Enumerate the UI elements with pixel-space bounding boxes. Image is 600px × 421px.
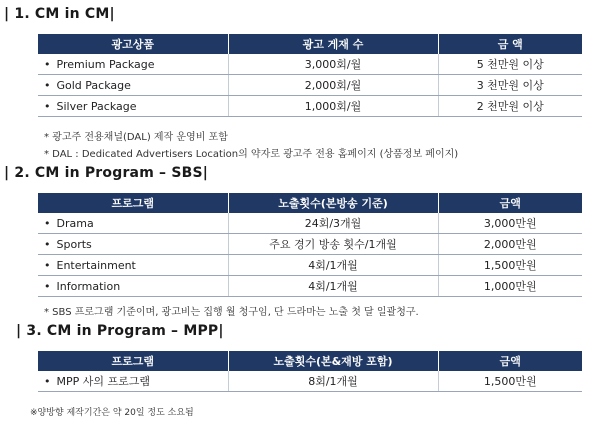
- price-cell: 1,500만원: [438, 371, 582, 392]
- bullet: •: [44, 258, 51, 272]
- count-cell: 4회/1개월: [228, 276, 438, 297]
- product-cell: [38, 54, 228, 75]
- table-header-row: [38, 351, 582, 371]
- program-name: Sports: [56, 237, 92, 251]
- program-cell: [38, 371, 228, 392]
- footnote: * SBS 프로그램 기준이며, 광고비는 집행 월 청구임, 단 드라마는 노출 첫 달 일괄청구.: [44, 307, 419, 318]
- table-row: [38, 96, 582, 117]
- program-cell: [38, 276, 228, 297]
- table-row: [38, 255, 582, 276]
- column-header: 금액: [438, 193, 582, 213]
- count-cell: 주요 경기 방송 횟수/1개월: [228, 234, 438, 255]
- count-cell: 1,000회/월: [228, 96, 438, 117]
- column-header: 금액: [438, 351, 582, 371]
- price-cell: 1,500만원: [438, 255, 582, 276]
- program-name: Drama: [56, 216, 94, 230]
- section-2-title: | 2. CM in Program – SBS|: [4, 165, 209, 181]
- program-name: MPP 사의 프로그램: [56, 375, 151, 388]
- footnote: * 광고주 전용채널(DAL) 제작 운영비 포함: [44, 132, 228, 143]
- bullet: •: [44, 78, 51, 92]
- column-header: 금 액: [438, 34, 582, 54]
- bullet: •: [44, 279, 51, 293]
- column-header: 프로그램: [38, 351, 228, 371]
- table-row: [38, 54, 582, 75]
- price-cell: 3,000만원: [438, 213, 582, 234]
- column-header: 광고상품: [38, 34, 228, 54]
- product-cell: [38, 75, 228, 96]
- footnote: ※양방향 제작기간은 약 20일 정도 소요됨: [30, 408, 194, 418]
- product-name: Silver Package: [56, 99, 137, 113]
- column-header: 광고 게재 수: [228, 34, 438, 54]
- table-row: [38, 234, 582, 255]
- cm-in-program-mpp-table: [38, 351, 582, 392]
- table-header-row: [38, 34, 582, 54]
- bullet: •: [44, 57, 51, 71]
- cm-in-cm-table: [38, 34, 582, 117]
- price-cell: 1,000만원: [438, 276, 582, 297]
- price-cell: 2 천만원 이상: [438, 96, 582, 117]
- bullet: •: [44, 375, 51, 388]
- price-cell: 5 천만원 이상: [438, 54, 582, 75]
- product-cell: [38, 96, 228, 117]
- section-3-title: | 3. CM in Program – MPP|: [16, 323, 224, 339]
- column-header: 노출횟수(본방송 기준): [228, 193, 438, 213]
- column-header: 프로그램: [38, 193, 228, 213]
- program-cell: [38, 234, 228, 255]
- price-cell: 2,000만원: [438, 234, 582, 255]
- bullet: •: [44, 99, 51, 113]
- program-name: Entertainment: [56, 258, 136, 272]
- cm-in-program-sbs-table: [38, 193, 582, 297]
- section-1-title: | 1. CM in CM|: [4, 6, 115, 22]
- price-cell: 3 천만원 이상: [438, 75, 582, 96]
- count-cell: 24회/3개월: [228, 213, 438, 234]
- count-cell: 3,000회/월: [228, 54, 438, 75]
- footnote: * DAL : Dedicated Advertisers Location의 약자로 광고주 전용 홈페이지 (상품정보 페이지): [44, 149, 459, 160]
- count-cell: 4회/1개월: [228, 255, 438, 276]
- table-row: [38, 371, 582, 392]
- program-name: Information: [56, 279, 121, 293]
- table-row: [38, 213, 582, 234]
- count-cell: 8회/1개월: [228, 371, 438, 392]
- product-name: Premium Package: [56, 57, 155, 71]
- table-header-row: [38, 193, 582, 213]
- column-header: 노출횟수(본&재방 포함): [228, 351, 438, 371]
- count-cell: 2,000회/월: [228, 75, 438, 96]
- product-name: Gold Package: [56, 78, 131, 92]
- program-cell: [38, 255, 228, 276]
- program-cell: [38, 213, 228, 234]
- table-row: [38, 75, 582, 96]
- bullet: •: [44, 237, 51, 251]
- bullet: •: [44, 216, 51, 230]
- table-row: [38, 276, 582, 297]
